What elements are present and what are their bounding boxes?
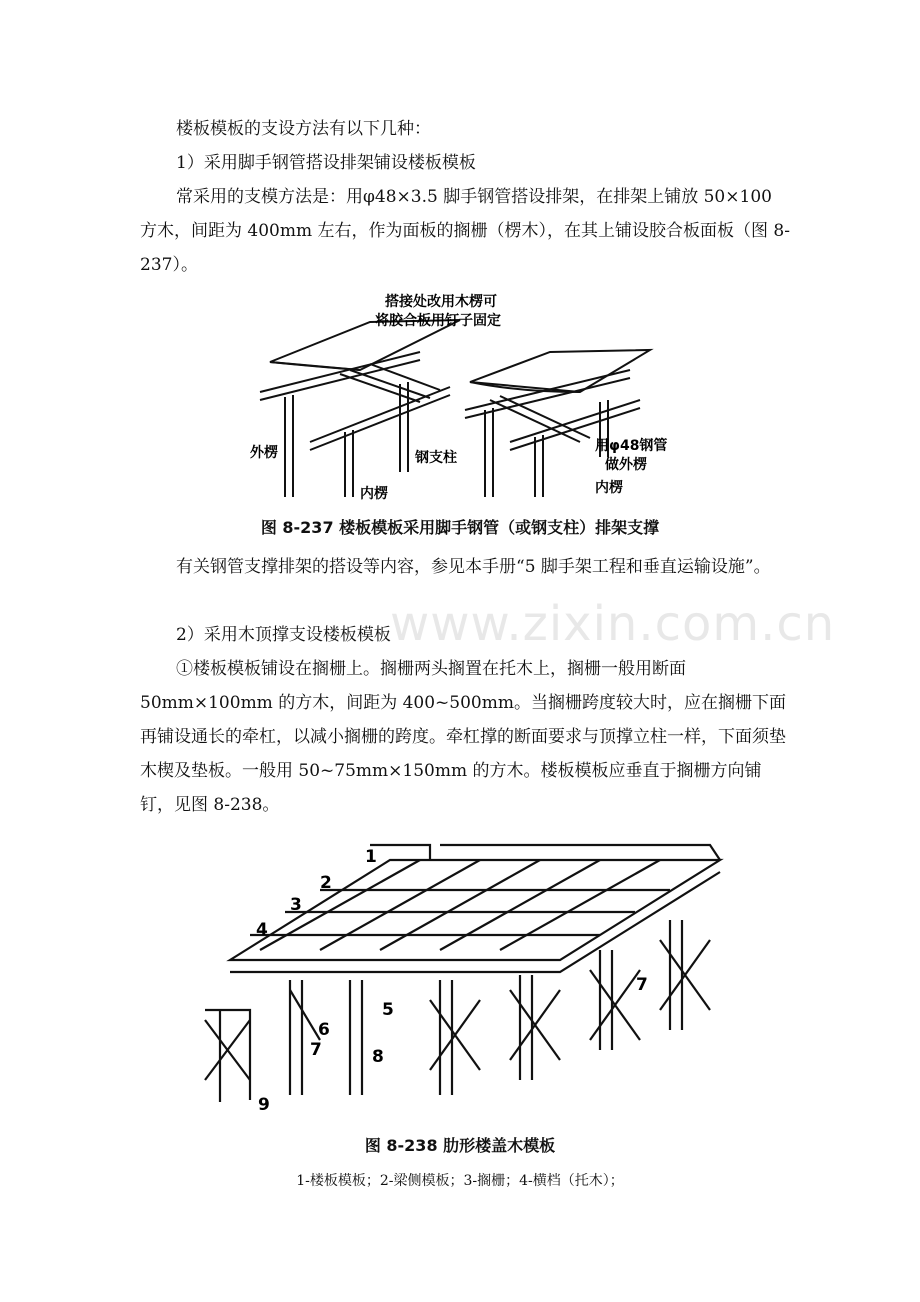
figure-8-238 <box>190 840 735 1120</box>
label-inner-right: 内楞 <box>595 480 623 496</box>
callout-7-right: 7 <box>636 975 648 995</box>
callout-2: 2 <box>320 873 332 893</box>
paragraph-intro: 楼板模板的支设方法有以下几种： <box>176 119 431 139</box>
paragraph-method-2: ①楼板模板铺设在搁栅上。搁栅两头搁置在托木上，搁栅一般用断面 50mm×100mm 的方木，间距为 400~500mm。当搁栅跨度较大时，应在搁栅下面再铺设通长的牵杠，以减小搁栅的跨度。牵杠撑的断面要求与顶撑立柱一样，下面须垫木楔及垫板。一般用 50~75mm×150mm 的方木。楼板模板应垂直于搁栅方向铺钉，见图 8-238。 <box>140 659 786 815</box>
paragraph-method-1: 常采用的支模方法是：用φ48×3.5 脚手钢管搭设排架，在排架上铺放 50×100 方木，间距为 400mm 左右，作为面板的搁栅（楞木），在其上铺设胶合板面板（图 8-237）。 <box>140 187 790 275</box>
callout-9: 9 <box>258 1095 270 1115</box>
paragraph-reference: 有关钢管支撑排架的搭设等内容，参见本手册“5 脚手架工程和垂直运输设施”。 <box>176 557 771 577</box>
watermark-text: www.zixin.com.cn <box>390 596 836 652</box>
left-frame-drawing <box>260 320 460 497</box>
figure-8-238-legend: 1-楼板模板；2-梁侧模板；3-搁栅；4-横档（托木）； <box>296 1173 624 1189</box>
label-inner-left: 内楞 <box>360 486 388 502</box>
label-top-note-2: 将胶合板用钉子固定 <box>375 313 501 329</box>
callout-5: 5 <box>382 1000 394 1020</box>
heading-method-2: 2）采用木顶撑支设楼板模板 <box>176 625 391 645</box>
right-frame-drawing <box>465 350 650 497</box>
callout-4: 4 <box>256 920 268 940</box>
heading-method-1: 1）采用脚手钢管搭设排架铺设楼板模板 <box>176 153 476 173</box>
label-pipe-2: 做外楞 <box>605 457 647 473</box>
label-top-note-1: 搭接处改用木楞可 <box>385 294 497 310</box>
figure-8-237-caption: 图 8-237 楼板模板采用脚手钢管（或钢支柱）排架支撑 <box>260 518 660 537</box>
callout-8: 8 <box>372 1047 384 1067</box>
label-steel-post: 钢支柱 <box>415 450 457 466</box>
callout-1: 1 <box>365 847 377 867</box>
callout-3: 3 <box>290 895 302 915</box>
figure-8-237 <box>250 292 680 507</box>
figure-8-238-caption: 图 8-238 肋形楼盖木模板 <box>364 1136 556 1155</box>
ribbed-floor-drawing <box>205 845 720 1102</box>
label-outer: 外楞 <box>250 445 278 461</box>
callout-7-left: 7 <box>310 1040 322 1060</box>
label-pipe-1: 用φ48钢管 <box>595 438 668 454</box>
callout-6: 6 <box>318 1020 330 1040</box>
